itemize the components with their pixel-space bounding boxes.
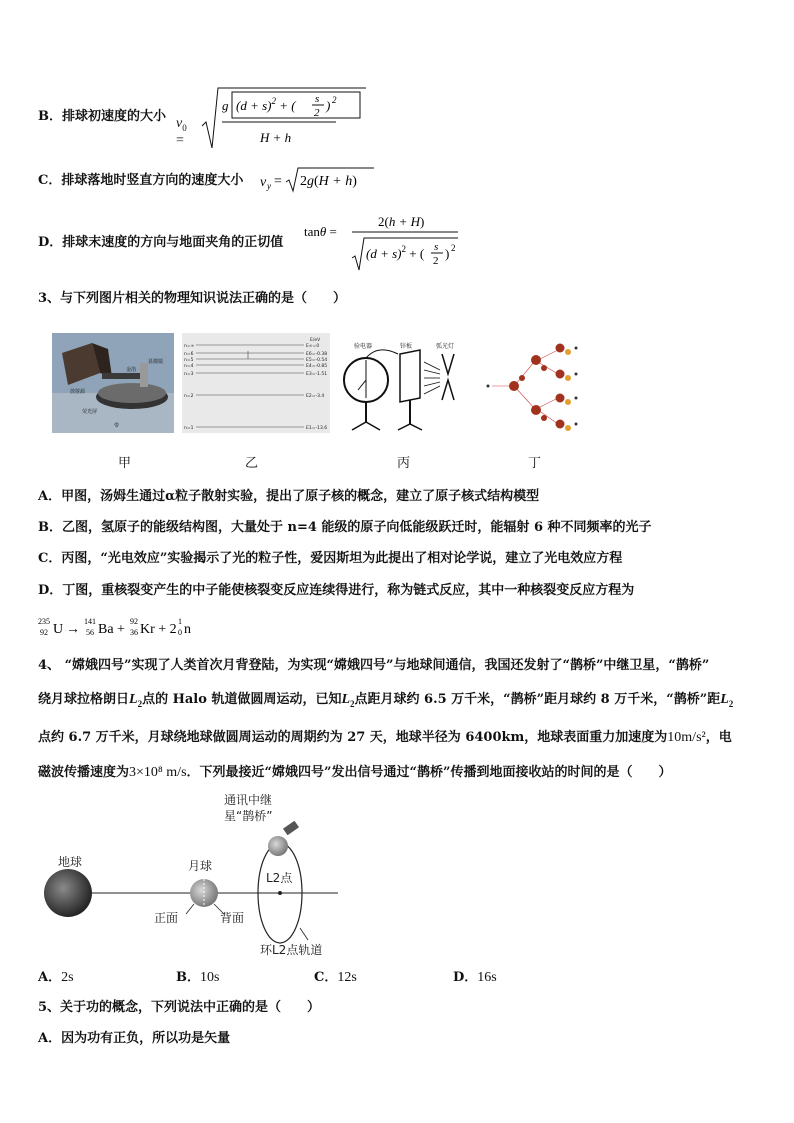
svg-text:s: s	[434, 241, 439, 253]
q4-line-2c: 点距月球约 6.5 万千米，“鹊桥”距月球约 8 万千米，“鹊桥”距	[354, 692, 721, 707]
yi-level-4: n=4	[184, 364, 194, 369]
svg-text:2(h + H): 2(h + H)	[378, 214, 425, 229]
l2-symbol-2: $L_2$	[341, 692, 355, 709]
yi-level-5: n=5	[184, 358, 194, 363]
l2-symbol: $L_2$	[129, 692, 143, 709]
jia-label-source: 放射源	[70, 389, 86, 395]
q4-choice-a-value: 2s	[61, 970, 74, 985]
label-back: 背面	[220, 911, 245, 925]
svg-text:Ba +: Ba +	[98, 622, 125, 637]
q4-line-2a: 绕月球拉格朗日	[38, 692, 130, 707]
yi-energy-inf: E∞=0	[306, 344, 320, 349]
q4-choice-a-label: A．	[38, 970, 62, 985]
q5-stem: 5、关于功的概念，下列说法中正确的是（ ）	[38, 1000, 321, 1015]
label-l2: L2点	[266, 871, 293, 885]
svg-text:y: y	[267, 181, 271, 191]
earth-icon	[44, 869, 92, 917]
figure-ding	[482, 338, 586, 434]
jia-label-foil: 金箔	[126, 367, 137, 373]
yi-energy-4: E4=-0.85	[306, 364, 328, 369]
label-relay-2: 星“鹊桥”	[224, 809, 273, 823]
formula-vy	[258, 164, 378, 194]
l2-symbol-3: $L_2$	[720, 692, 734, 709]
svg-text:U: U	[53, 622, 64, 637]
q3-option-c: C．丙图，“光电效应”实验揭示了光的粒子性，爱因斯坦为此提出了相对论学说，建立了光电效应方程	[38, 551, 623, 566]
light-speed-value: 3×10⁸ m/s	[129, 765, 187, 780]
q4-line-3c: ，电	[705, 730, 732, 745]
svg-text:v: v	[260, 175, 267, 190]
svg-text:): )	[326, 98, 331, 113]
svg-text:36: 36	[130, 628, 138, 637]
formula-tan	[302, 208, 462, 274]
yi-level-6: n=6	[184, 352, 194, 357]
yi-energy-1: E1=-13.6	[306, 426, 328, 431]
svg-text:(d + s)2 + (: $(d + s)^2$ + (	[366, 244, 425, 261]
svg-text:(d + s)2 + (: $(d + s)^2$ + (	[236, 96, 296, 113]
option-d-text: D．排球末速度的方向与地面夹角的正切值	[38, 235, 284, 250]
q4-line-4	[38, 764, 671, 782]
label-front: 正面	[154, 911, 179, 925]
fig-label-ding: 丁	[528, 456, 542, 471]
q4-choice-d-label: D．	[453, 970, 478, 985]
svg-text:→: →	[66, 622, 80, 637]
bing-label-lamp: 弧光灯	[436, 343, 455, 350]
gravity-value: 10m/s²	[667, 730, 706, 745]
q3-option-b: B．乙图，氢原子的能级结构图，大量处于 n=4 能级的原子向低能级跃迁时，能辐射 6 种不同频率的光子	[38, 520, 652, 535]
q4-line-3a: 点约 6.7 万千米，月球绕地球做圆周运动的周期约为 27 天，地球半径为 6400km，地球表面重力加速度为	[38, 730, 668, 745]
q3-stem: 3、与下列图片相关的物理知识说法正确的是（ ）	[38, 291, 347, 306]
option-c-q2	[38, 172, 243, 190]
svg-text:n: n	[184, 622, 191, 637]
option-b-q2	[38, 108, 166, 126]
svg-text:2: 2	[314, 107, 320, 119]
svg-text:=: =	[274, 174, 282, 189]
svg-text:2: 2	[433, 255, 439, 267]
svg-text:tanθ =: tanθ =	[304, 224, 337, 239]
bing-label-zinc: 锌板	[400, 343, 413, 350]
relay-satellite-icon	[268, 836, 288, 856]
sqrt-formula-v0	[200, 86, 370, 152]
yi-level-inf: n=∞	[184, 344, 195, 349]
svg-text:92: 92	[40, 628, 48, 637]
q5-option-a: A．因为功有正负，所以功是矢量	[38, 1031, 231, 1046]
svg-text:2g(H + h): 2g(H + h)	[300, 174, 357, 189]
svg-text:g: g	[222, 98, 229, 113]
q4-line-3	[38, 729, 732, 747]
fig-label-yi: 乙	[245, 456, 259, 471]
yi-energy-3: E3=-1.51	[306, 372, 328, 377]
svg-text:56: 56	[86, 628, 94, 637]
yi-energy-header: E/eV	[310, 338, 321, 343]
figure-bing	[338, 340, 462, 434]
option-c-text: C．排球落地时竖直方向的速度大小	[38, 173, 244, 188]
svg-text:2: 2	[332, 95, 337, 105]
q4-choice-c-value: 12s	[337, 970, 357, 985]
yi-level-2: n=2	[184, 394, 194, 399]
q4-choice-b[interactable]	[176, 966, 219, 986]
q3-option-d: D．丁图，重核裂变产生的中子能使核裂变反应连续得进行，称为链式反应，其中一种核裂变反应方程为	[38, 583, 635, 598]
svg-text:带: 带	[114, 423, 120, 429]
q4-line-1: 4、 “嫦娥四号”实现了人类首次月背登陆，为实现“嫦娥四号”与地球间通信，我国还发射了“鹊桥”中继卫星，“鹊桥”	[38, 658, 710, 673]
yi-level-3: n=3	[184, 372, 194, 377]
svg-text:92: 92	[130, 617, 138, 626]
svg-text:s: s	[315, 93, 320, 105]
fig-label-jia: 甲	[118, 456, 132, 471]
fission-equation	[36, 613, 216, 641]
label-earth: 地球	[58, 855, 83, 869]
figure-yi	[182, 333, 330, 433]
jia-label-microscope: 显微镜	[148, 359, 164, 365]
yi-energy-5: E5=-0.54	[306, 358, 328, 363]
svg-text:): )	[445, 246, 450, 261]
svg-text:Kr + 2: Kr + 2	[140, 622, 177, 637]
q4-choice-a[interactable]	[38, 966, 74, 986]
q3-option-a: A．甲图，汤姆生通过α粒子散射实验，提出了原子核的概念，建立了原子核式结构模型	[38, 489, 540, 504]
yi-energy-6: E6=-0.38	[306, 352, 328, 357]
svg-text:235: 235	[38, 617, 50, 626]
jia-label-screen: 荧光屏	[82, 409, 98, 415]
svg-text:141: 141	[84, 617, 96, 626]
q4-choice-c-label: C．	[314, 970, 338, 985]
q4-line-2b: 点的 Halo 轨道做圆周运动，已知	[142, 692, 342, 707]
q4-choice-b-label: B．	[176, 970, 200, 985]
label-relay-1: 通讯中继	[224, 793, 273, 807]
q4-line-4a: 磁波传播速度为	[38, 765, 130, 780]
svg-text:1: 1	[178, 617, 182, 626]
q4-line-4c: ．下列最接近“嫦娥四号”发出信号通过“鹊桥”传播到地面接收站的时间的是（ ）	[186, 765, 672, 780]
bing-label-electroscope: 验电器	[354, 343, 373, 350]
yi-level-1: n=1	[184, 426, 194, 431]
q4-line-2	[38, 691, 733, 713]
option-d-q2	[38, 234, 283, 252]
figure-jia	[52, 333, 174, 433]
earth-moon-l2-diagram	[38, 790, 358, 962]
q4-choice-c[interactable]	[314, 966, 357, 986]
fig-label-bing: 丙	[397, 456, 411, 471]
svg-text:0: 0	[178, 628, 182, 637]
label-moon: 月球	[188, 859, 213, 873]
label-orbit: 环L2点轨道	[260, 943, 323, 957]
svg-text:H + h: H + h	[260, 130, 292, 145]
yi-energy-2: E2=-3.4	[306, 394, 325, 399]
svg-text:2: 2	[451, 243, 456, 253]
q4-choice-b-value: 10s	[200, 970, 220, 985]
q4-choice-d-value: 16s	[477, 970, 497, 985]
option-b-text: B．排球初速度的大小	[38, 109, 166, 124]
q4-choice-d[interactable]	[453, 966, 497, 986]
